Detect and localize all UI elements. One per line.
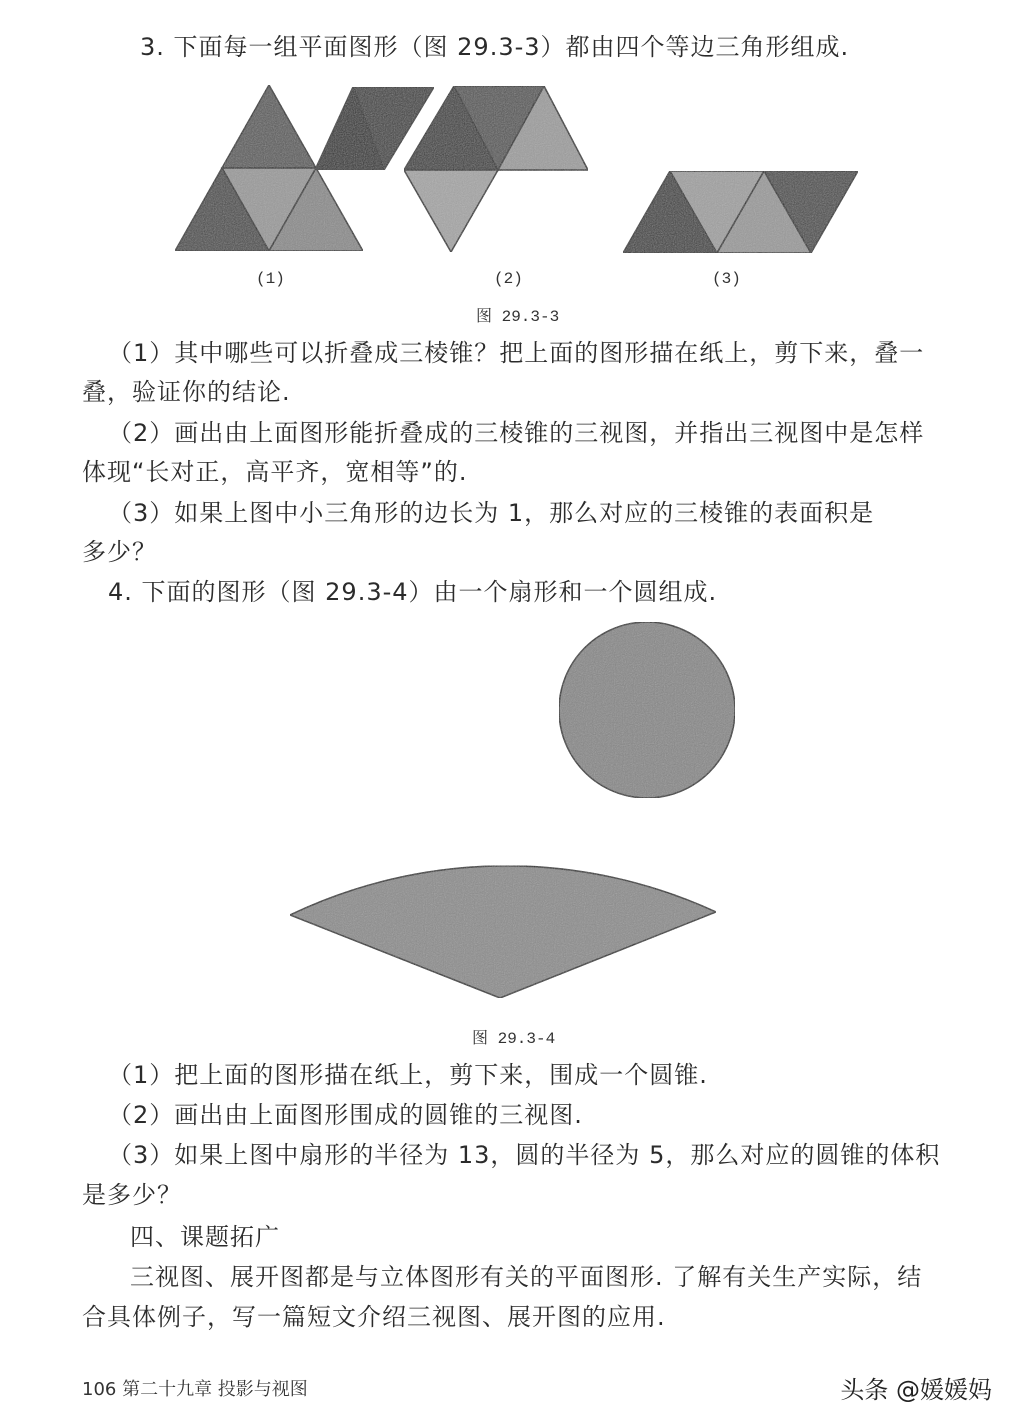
sector-shape [290, 866, 716, 998]
problem-3-heading: 3. 下面每一组平面图形（图 29.3-3）都由四个等边三角形组成. [140, 33, 850, 61]
watermark: 头条 @媛媛妈 [840, 1376, 992, 1404]
section-4-para-line1: 三视图、展开图都是与立体图形有关的平面图形. 了解有关生产实际，结 [130, 1263, 923, 1291]
page-footer: 106 第二十九章 投影与视图 [82, 1379, 308, 1400]
figure-label-2: (2) [494, 270, 523, 288]
net-figure-3 [623, 171, 858, 253]
problem-3-q2-line1: （2）画出由上面图形能折叠成的三棱锥的三视图，并指出三视图中是怎样 [108, 419, 925, 447]
net-figure-2b [404, 86, 588, 252]
figure-label-1: (1) [256, 270, 285, 288]
figure-caption-29-3-4: 图 29.3-4 [472, 1030, 556, 1048]
section-4-para-line2: 合具体例子，写一篇短文介绍三视图、展开图的应用. [82, 1303, 666, 1331]
problem-3-q3-line1: （3）如果上图中小三角形的边长为 1，那么对应的三棱锥的表面积是 [108, 499, 875, 527]
figure-label-3: (3) [712, 270, 741, 288]
problem-3-q1-line1: （1）其中哪些可以折叠成三棱锥？把上面的图形描在纸上，剪下来，叠一 [108, 339, 925, 367]
problem-4-q1: （1）把上面的图形描在纸上，剪下来，围成一个圆锥. [108, 1061, 708, 1089]
problem-3-q1-line2: 叠，验证你的结论. [82, 378, 291, 406]
problem-3-q3-line2: 多少？ [82, 538, 157, 566]
problem-4-q2: （2）画出由上面图形围成的圆锥的三视图. [108, 1101, 583, 1129]
figure-caption-29-3-3: 图 29.3-3 [476, 308, 560, 326]
problem-4-q3-line1: （3）如果上图中扇形的半径为 13，圆的半径为 5，那么对应的圆锥的体积 [108, 1141, 941, 1169]
problem-4-heading: 4. 下面的图形（图 29.3-4）由一个扇形和一个圆组成. [108, 578, 718, 606]
section-4-title: 四、课题拓广 [130, 1223, 280, 1251]
problem-4-q3-line2: 是多少？ [82, 1181, 182, 1209]
problem-3-q2-line2: 体现“长对正，高平齐，宽相等”的. [82, 458, 468, 486]
circle-shape [559, 622, 735, 798]
